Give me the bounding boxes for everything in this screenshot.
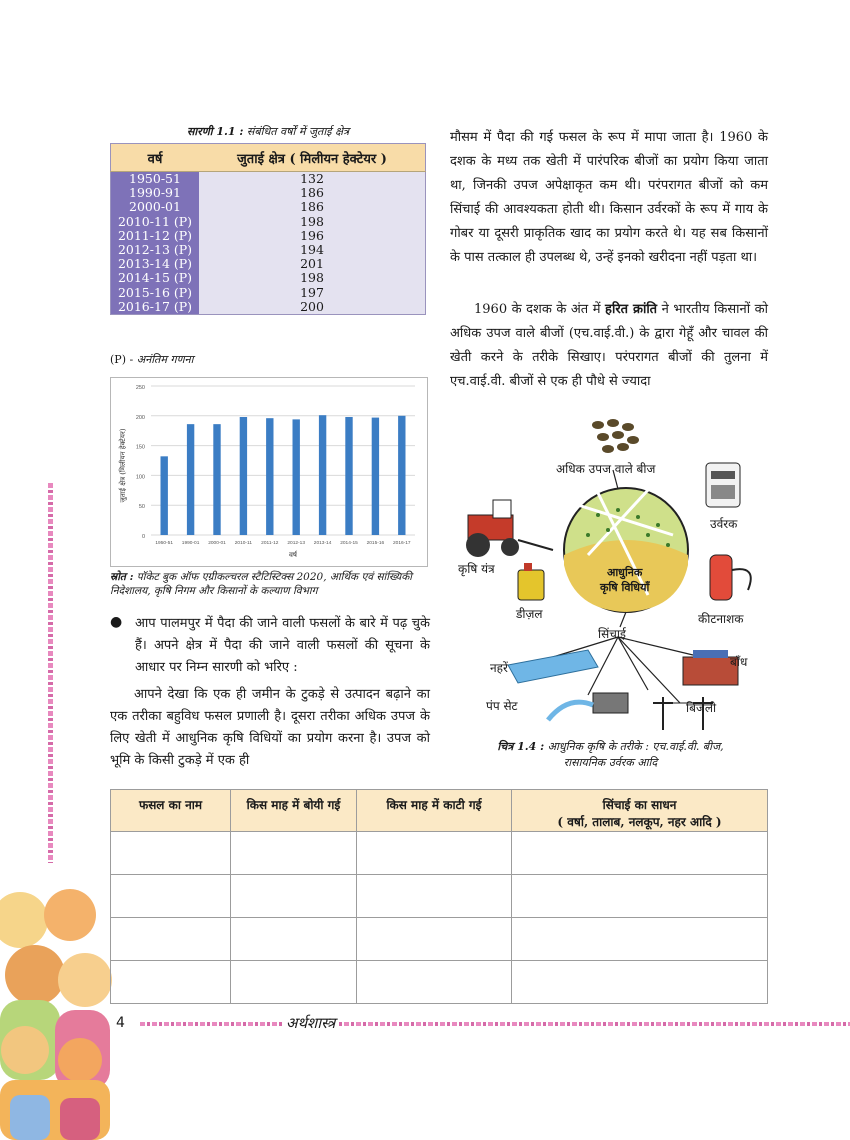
bar-2011-12	[266, 418, 273, 535]
table-cell[interactable]	[357, 875, 512, 918]
column-header-crop-name: फसल का नाम	[111, 790, 231, 832]
year-cell: 2013-14 (P)	[111, 257, 200, 271]
area-cell: 194	[199, 243, 426, 257]
bullet-icon: ●	[110, 614, 123, 630]
table-cell[interactable]	[512, 961, 768, 1004]
bar-2010-11	[240, 417, 247, 535]
decorative-border-left	[48, 483, 53, 863]
table-cell[interactable]	[231, 832, 357, 875]
source-note: स्रोत : पॉकेट बुक ऑफ एग्रीकल्चरल स्टैटिस्टिक्स 2020, आर्थिक एवं सांख्यिकी निदेशालय, कृषि निगम और किसानों के कल्याण विभाग	[110, 571, 412, 597]
table-row	[111, 172, 426, 187]
x-tick-label: 2014-15	[340, 541, 358, 546]
column-header-harvest-month: किस माह में काटी गई	[357, 790, 512, 832]
year-cell: 2016-17 (P)	[111, 300, 200, 315]
year-cell: 2012-13 (P)	[111, 243, 200, 257]
table-cell[interactable]	[512, 875, 768, 918]
table-row	[111, 961, 768, 1004]
provisional-note: (P) - अनंतिम गणना	[110, 353, 194, 366]
label-irrigation: सिंचाई	[598, 627, 626, 641]
bullet-paragraph: आप पालमपुर में पैदा की जाने वाली फसलों के बारे में पढ़ चुके हैं। अपने क्षेत्र में पैदा की जाने वाली फसलों की सूचना के आधार पर निम्न सारणी को भरिए :	[135, 616, 430, 675]
label-hyv-seeds: अधिक उपज वाले बीज	[556, 462, 656, 476]
label-canals: नहरें	[490, 661, 508, 675]
cultivated-area-chart	[110, 377, 428, 567]
decorative-footer-line	[140, 1022, 850, 1026]
bar-2012-13	[293, 419, 300, 535]
table-cell[interactable]	[512, 832, 768, 875]
x-tick-label: 2000-01	[208, 541, 226, 546]
label-fertilizer: उर्वरक	[710, 517, 738, 531]
label-diesel: डीज़ल	[516, 607, 543, 621]
area-cell: 198	[199, 215, 426, 229]
area-cell: 200	[199, 300, 426, 315]
column-header-year: वर्ष	[111, 144, 200, 172]
bar-2014-15	[345, 417, 352, 535]
table-cell[interactable]	[231, 918, 357, 961]
table-cell[interactable]	[111, 918, 231, 961]
bar-2013-14	[319, 415, 326, 535]
x-tick-label: 1990-01	[181, 541, 200, 546]
bar-2000-01	[213, 424, 220, 535]
bar-2016-17	[398, 416, 405, 535]
year-cell: 2015-16 (P)	[111, 286, 200, 300]
table-row	[111, 300, 426, 315]
modern-farming-figure	[448, 405, 773, 735]
year-cell: 2011-12 (P)	[111, 229, 200, 243]
cultivated-area-table	[110, 143, 426, 315]
area-cell: 196	[199, 229, 426, 243]
table-cell[interactable]	[111, 832, 231, 875]
tractor-icon	[466, 500, 553, 557]
figure-1-4-caption: चित्र 1.4 : आधुनिक कृषि के तरीके : एच.वाई.वी. बीज, रासायनिक उर्वरक आदि	[497, 740, 724, 769]
table-row	[111, 200, 426, 214]
x-tick-label: 2012-13	[287, 541, 306, 546]
area-cell: 132	[199, 172, 426, 187]
area-cell: 186	[199, 200, 426, 214]
area-cell: 201	[199, 257, 426, 271]
column-header-irrigation-source: सिंचाई का साधन ( वर्षा, तालाब, नलकूप, नहर आदि )	[512, 790, 768, 832]
year-cell: 2010-11 (P)	[111, 215, 200, 229]
area-cell: 186	[199, 186, 426, 200]
right-paragraph-2: 1960 के दशक के अंत में हरित क्रांति ने भारतीय किसानों को अधिक उपज वाले बीजों (एच.वाई.वी.) के द्वारा गेहूँ और चावल की खेती करने के तरीके सिखाए। परंपरागत बीजों की तुलना में एच.वाई.वी. बीजों से एक ही पौधे से ज्यादा	[450, 302, 768, 389]
table-row	[111, 257, 426, 271]
y-tick-label: 100	[135, 474, 145, 481]
area-cell: 198	[199, 271, 426, 285]
table-cell[interactable]	[231, 961, 357, 1004]
column-header-sowing-month: किस माह में बोयी गई	[231, 790, 357, 832]
year-cell: 2014-15 (P)	[111, 271, 200, 285]
y-tick-label: 200	[135, 414, 145, 421]
label-pesticide: कीटनाशक	[698, 612, 744, 626]
label-modern-methods: आधुनिक कृषि विधियाँ	[600, 566, 650, 594]
bar-2015-16	[372, 418, 379, 535]
table-row	[111, 271, 426, 285]
table-row	[111, 286, 426, 300]
x-tick-label: 2016-17	[392, 541, 411, 546]
bar-1950-51	[161, 456, 168, 535]
label-electricity: बिजली	[686, 701, 717, 715]
x-tick-label: 2010-11	[234, 541, 253, 546]
table-cell[interactable]	[357, 918, 512, 961]
y-tick-label: 50	[138, 504, 145, 511]
table-1-1-caption: सारणी 1.1 : संबंधित वर्षों में जुताई क्षेत्र	[186, 125, 350, 138]
bar-chart-svg	[111, 378, 427, 566]
table-row	[111, 229, 426, 243]
bar-1990-01	[187, 424, 194, 535]
x-axis-label: वर्ष	[289, 551, 297, 559]
table-cell[interactable]	[357, 832, 512, 875]
x-tick-label: 2015-16	[366, 541, 385, 546]
children-illustration	[0, 860, 120, 1140]
table-cell[interactable]	[231, 875, 357, 918]
table-row	[111, 243, 426, 257]
area-cell: 197	[199, 286, 426, 300]
x-tick-label: 1950-51	[155, 541, 174, 546]
label-pumpset: पंप सेट	[486, 699, 518, 713]
y-tick-label: 150	[135, 444, 145, 451]
year-cell: 1950-51	[111, 172, 200, 187]
table-row	[111, 875, 768, 918]
year-cell: 1990-91	[111, 186, 200, 200]
y-tick-label: 0	[141, 534, 145, 540]
y-axis-label: जुताई क्षेत्र (मिलीयन हेक्टेयर)	[119, 428, 127, 503]
seeds-icon	[592, 419, 639, 453]
table-cell[interactable]	[357, 961, 512, 1004]
canal-icon	[508, 650, 598, 683]
diesel-can-icon	[518, 563, 544, 600]
pesticide-sprayer-icon	[710, 555, 751, 600]
table-cell[interactable]	[111, 961, 231, 1004]
table-cell[interactable]	[512, 918, 768, 961]
column-header-area: जुताई क्षेत्र ( मिलीयन हेक्टेयर )	[199, 144, 426, 172]
table-row	[111, 918, 768, 961]
x-tick-label: 2011-12	[261, 541, 279, 546]
x-tick-label: 2013-14	[313, 541, 332, 546]
label-dam: बाँध	[730, 655, 748, 669]
table-row	[111, 832, 768, 875]
table-row	[111, 186, 426, 200]
table-cell[interactable]	[111, 875, 231, 918]
label-farm-machinery: कृषि यंत्र	[458, 562, 495, 576]
pumpset-icon	[548, 693, 628, 720]
page-number: 4	[116, 1015, 125, 1031]
crop-info-table	[110, 789, 768, 1004]
table-row	[111, 215, 426, 229]
left-paragraph: आपने देखा कि एक ही जमीन के टुकड़े से उत्पादन बढ़ाने का एक तरीका बहुविध फसल प्रणाली है। दूसरा तरीका अधिक उपज के लिए खेती में आधुनिक कृषि विधियों का प्रयोग करना है। उपज को भूमि के किसी टुकड़े में एक ही	[110, 687, 430, 768]
fertilizer-sack-icon	[706, 463, 740, 507]
right-paragraph-1: मौसम में पैदा की गई फसल के रूप में मापा जाता है। 1960 के दशक के मध्य तक खेती में पारंपरिक बीजों का प्रयोग किया जाता था, जिनकी उपज अपेक्षाकृत कम थी। परंपरागत बीजों को कम सिंचाई की आवश्यकता होती थी। किसान उर्वरकों के रूप में गाय के गोबर या दूसरी प्राकृतिक खाद का प्रयोग करते थे। यह सब किसानों के पास तत्काल ही उपलब्ध थे, उन्हें इनको खरीदना नहीं पड़ता था।	[450, 130, 768, 265]
book-title: अर्थशास्त्र	[282, 1013, 339, 1033]
year-cell: 2000-01	[111, 200, 200, 214]
y-tick-label: 250	[135, 385, 145, 391]
